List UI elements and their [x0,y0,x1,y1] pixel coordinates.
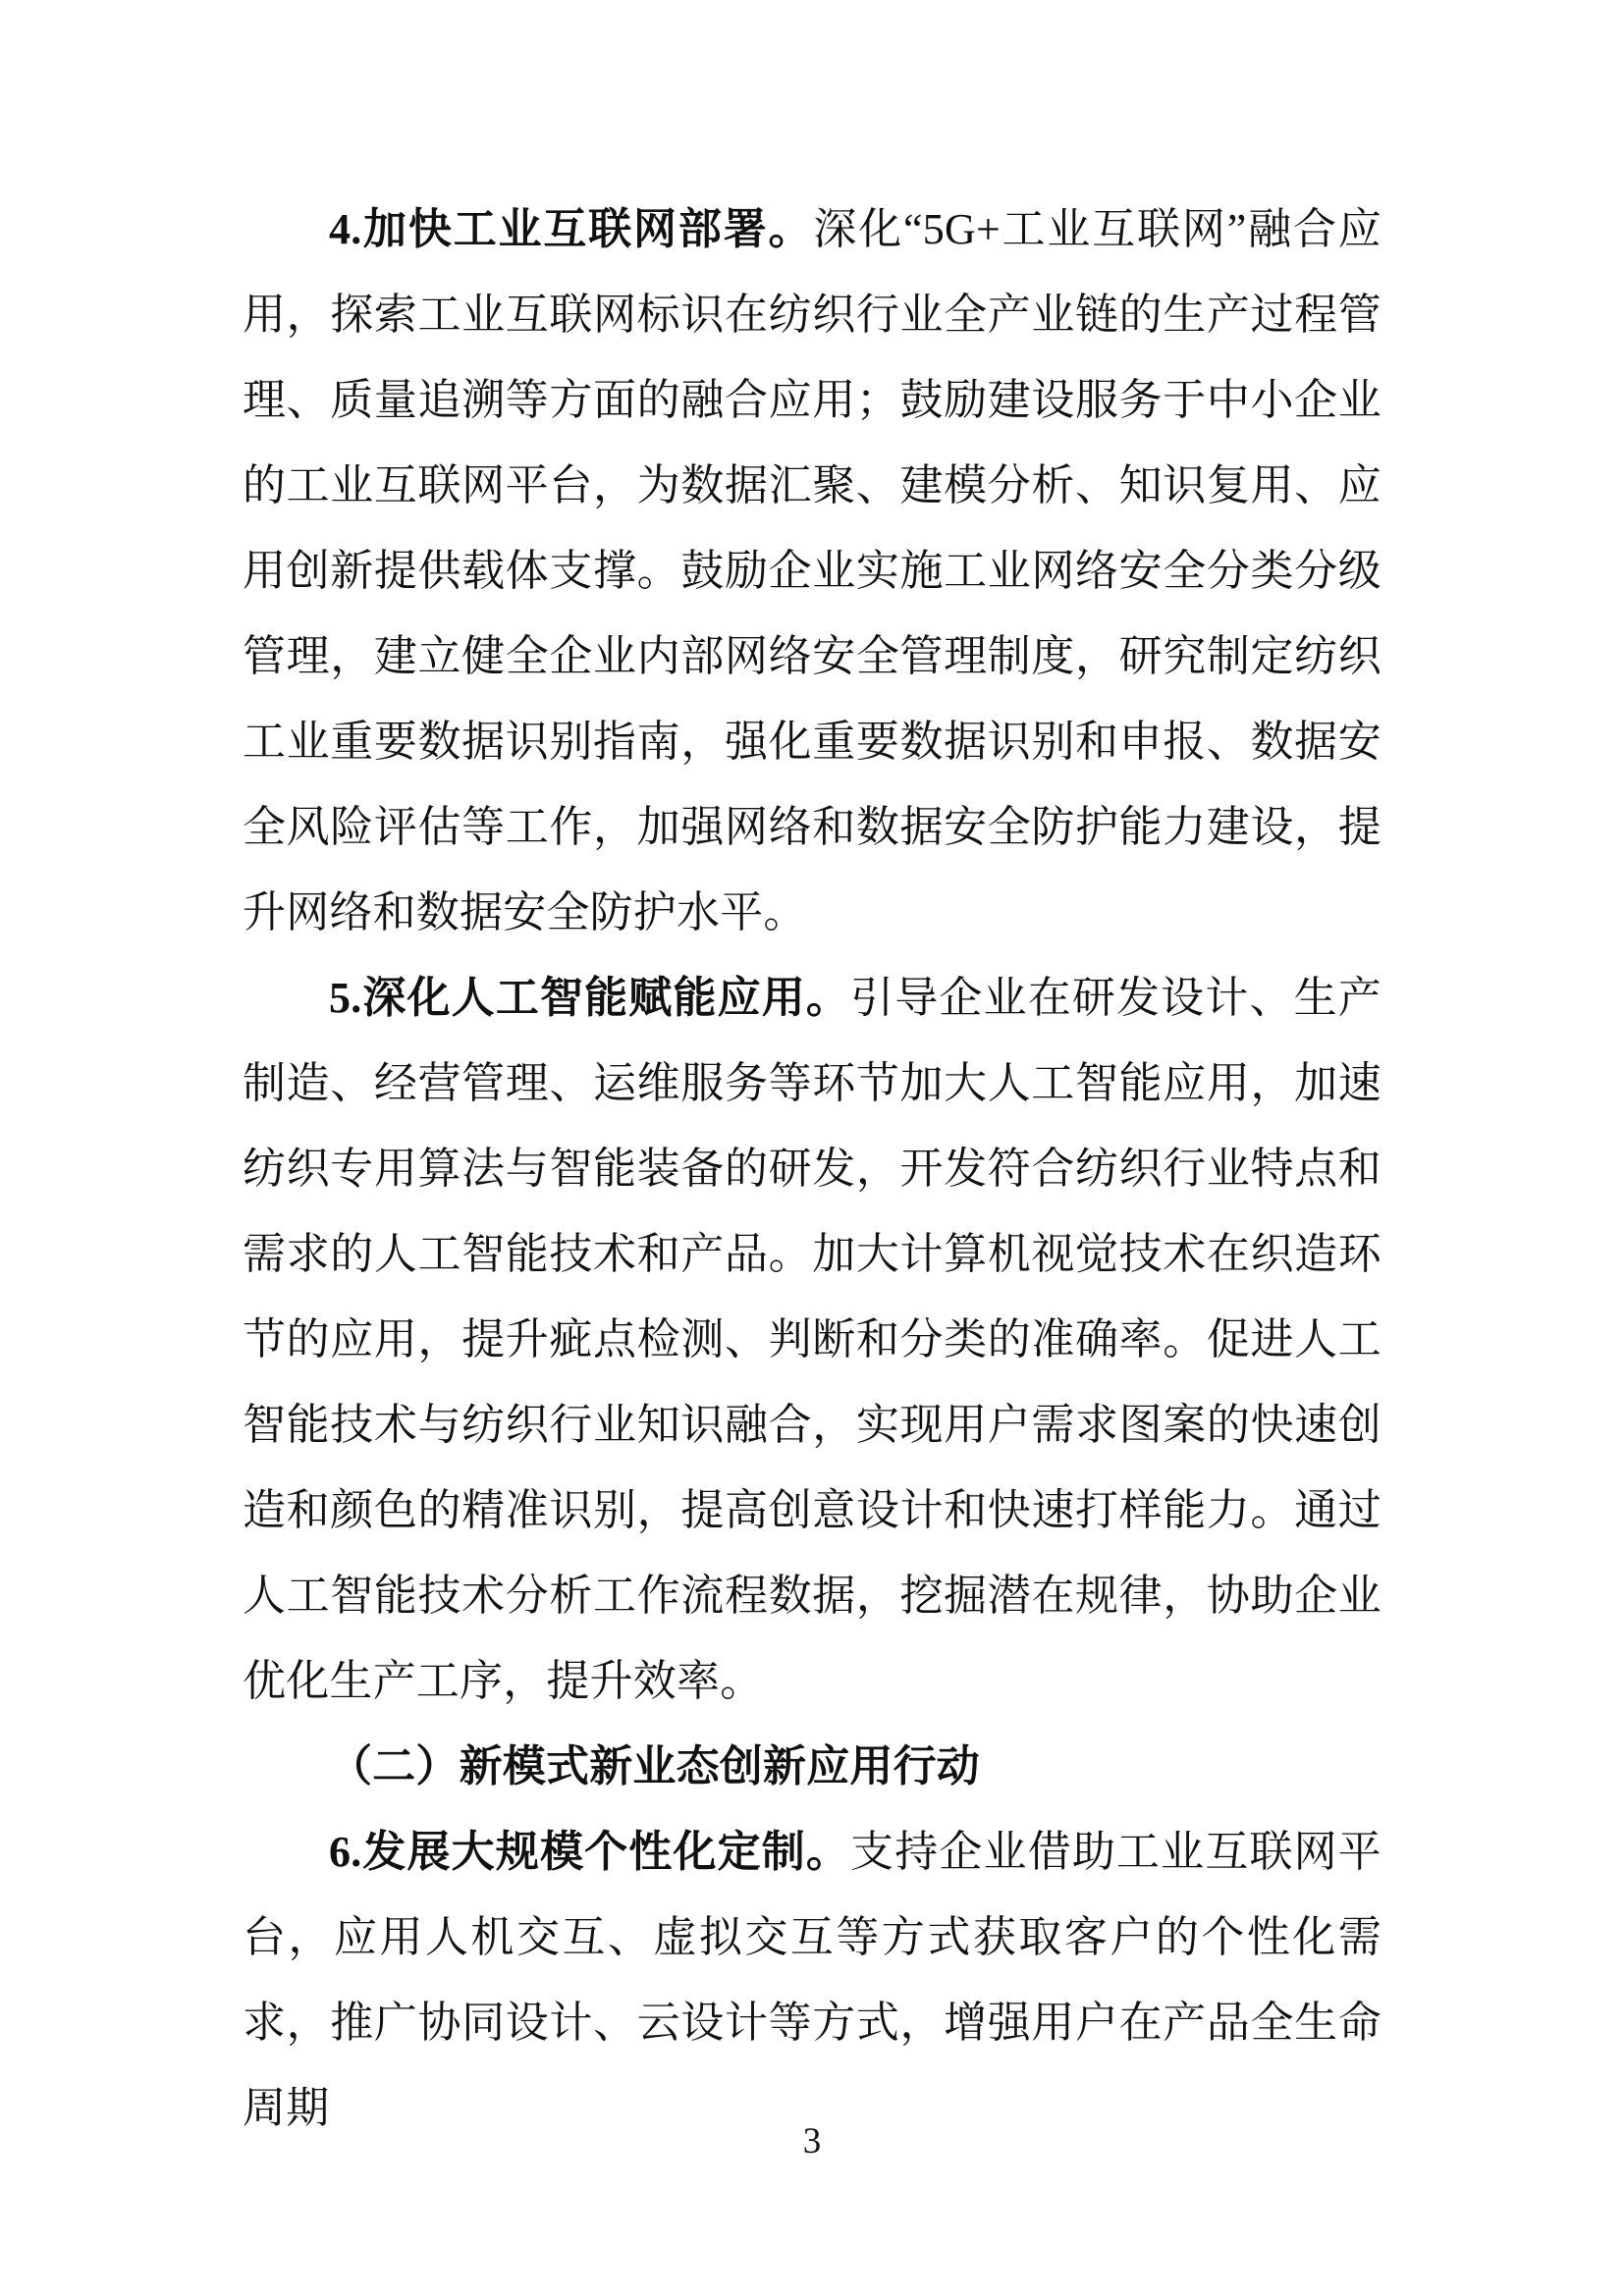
paragraph-item-5 [243,955,1381,1724]
page-number: 3 [802,2121,822,2162]
paragraph-item-6 [243,1809,1381,2151]
document-body [243,187,1381,2151]
paragraph-item-4-body: 深化“5G+工业互联网”融合应用，探索工业互联网标识在纺织行业全产业链的生产过程管理、质量追溯等方面的融合应用；鼓励建设服务于中小企业的工业互联网平台，为数据汇聚、建模分析、知识复用、应用创新提供载体支撑。鼓励企业实施工业网络安全分类分级管理，建立健全企业内部网络安全管理制度，研究制定纺织工业重要数据识别指南，强化重要数据识别和申报、数据安全风险评估等工作，加强网络和数据安全防护能力建设，提升网络和数据安全防护水平。 [243,205,1381,936]
paragraph-item-4 [243,187,1381,955]
paragraph-item-6-heading: 6.发展大规模个性化定制。 [329,1828,851,1876]
paragraph-item-5-heading: 5.深化人工智能赋能应用。 [329,974,851,1022]
section-2-heading [243,1724,1381,1809]
section-2-heading-text: （二）新模式新业态创新应用行动 [329,1742,980,1790]
paragraph-item-5-body: 引导企业在研发设计、生产制造、经营管理、运维服务等环节加大人工智能应用，加速纺织专用算法与智能装备的研发，开发符合纺织行业特点和需求的人工智能技术和产品。加大计算机视觉技术在织造环节的应用，提升疵点检测、判断和分类的准确率。促进人工智能技术与纺织行业知识融合，实现用户需求图案的快速创造和颜色的精准识别，提高创意设计和快速打样能力。通过人工智能技术分析工作流程数据，挖掘潜在规律，协助企业优化生产工序，提升效率。 [243,974,1381,1705]
paragraph-item-6-body: 支持企业借助工业互联网平台，应用人机交互、虚拟交互等方式获取客户的个性化需求，推广协同设计、云设计等方式，增强用户在产品全生命周期 [243,1828,1381,2132]
paragraph-item-4-heading: 4.加快工业互联网部署。 [329,205,814,253]
